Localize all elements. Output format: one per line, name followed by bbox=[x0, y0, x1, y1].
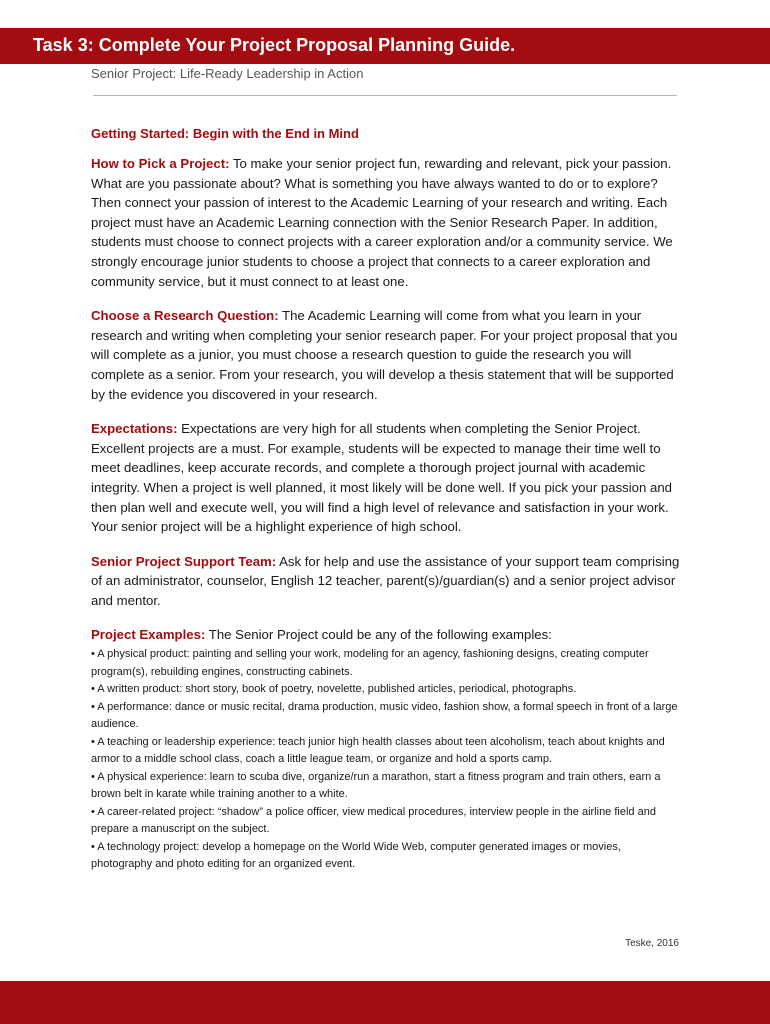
document-body bbox=[91, 124, 683, 874]
section-label: Expectations: bbox=[91, 421, 178, 437]
section-text: Ask for help and use the assistance of your support team comprising of an administrator, counselor, English 12 teacher, parent(s)/guardian(s) and a senior project advisor and mentor. bbox=[91, 553, 680, 608]
footer-credit: Teske, 2016 bbox=[625, 938, 679, 949]
section-expectations bbox=[91, 419, 683, 537]
footer-bar bbox=[0, 981, 770, 1024]
list-item: • A technology project: develop a homepage on the World Wide Web, computer generated images or movies, photography and photo editing for an organized event. bbox=[91, 840, 621, 871]
list-item: • A written product: short story, book of poetry, novelette, published articles, periodical, photographs. bbox=[91, 683, 577, 696]
section-label: Choose a Research Question: bbox=[91, 308, 279, 324]
section-label: How to Pick a Project: bbox=[91, 156, 230, 171]
section-label: Project Examples: bbox=[91, 627, 206, 643]
divider bbox=[93, 95, 677, 96]
list-item: • A physical product: painting and selling your work, modeling for an agency, fashioning designs, creating computer program(s), rebuilding engines, constructing cabinets. bbox=[91, 648, 649, 678]
section-text: The Senior Project could be any of the following examples: bbox=[205, 627, 552, 643]
section-support-team bbox=[91, 552, 683, 611]
page-title: Task 3: Complete Your Project Proposal Planning Guide. bbox=[33, 35, 516, 55]
project-examples-list bbox=[91, 646, 683, 874]
page-subtitle: Senior Project: Life-Ready Leadership in Action bbox=[91, 66, 364, 81]
section-label: Senior Project Support Team: bbox=[91, 553, 277, 569]
list-item: • A career-related project: “shadow” a police officer, view medical procedures, interview people in the airline field and prepare a manuscript on the subject. bbox=[91, 805, 656, 836]
section-research-question bbox=[91, 306, 683, 404]
list-item: • A performance: dance or music recital, drama production, music video, fashion show, a formal speech in front of a large audience. bbox=[91, 700, 678, 731]
project-examples-intro bbox=[91, 625, 683, 645]
section-text: The Academic Learning will come from what you learn in your research and writing when completing your senior research paper. For your project proposal that you will complete as a junior, you must choose a research question to guide the research you will complete as a senior. From your research, you will develop a thesis statement that will be supported by the evidence you discovered in your research. bbox=[91, 308, 678, 402]
section-text: To make your senior project fun, rewarding and relevant, pick your passion. What are you passionate about? What is something you have always wanted to do or to explore? Then connect your passion of interest to the Academic Learning of your research and writing. Each project must have an Academic Learning connection with the Senior Research Paper. In addition, students must choose to connect projects with a career exploration and/or a community service. We strongly encourage junior students to choose a project that connects to a career exploration and community service, but it must connect to at least one. bbox=[91, 156, 673, 289]
list-item: • A teaching or leadership experience: teach junior high health classes about teen alcoholism, teach about knights and armor to a middle school class, coach a little league team, or organize and hold a sports camp. bbox=[91, 735, 665, 766]
list-item: • A physical experience: learn to scuba dive, organize/run a marathon, start a fitness program and train others, earn a brown belt in karate while training another to a white. bbox=[91, 770, 661, 801]
getting-started-heading: Getting Started: Begin with the End in Mind bbox=[91, 126, 359, 141]
section-pick-project bbox=[91, 154, 683, 291]
section-text: Expectations are very high for all students when completing the Senior Project. Excellent projects are a must. For example, students will be expected to manage their time well to meet deadlines, keep accurate records, and complete a thorough project journal with academic integrity. When a project is well planned, it most likely will be done well. If you pick your passion and then plan well and execute well, you will find a high level of relevance and satisfaction in your work. Your senior project will be a highlight experience of high school. bbox=[91, 421, 673, 535]
